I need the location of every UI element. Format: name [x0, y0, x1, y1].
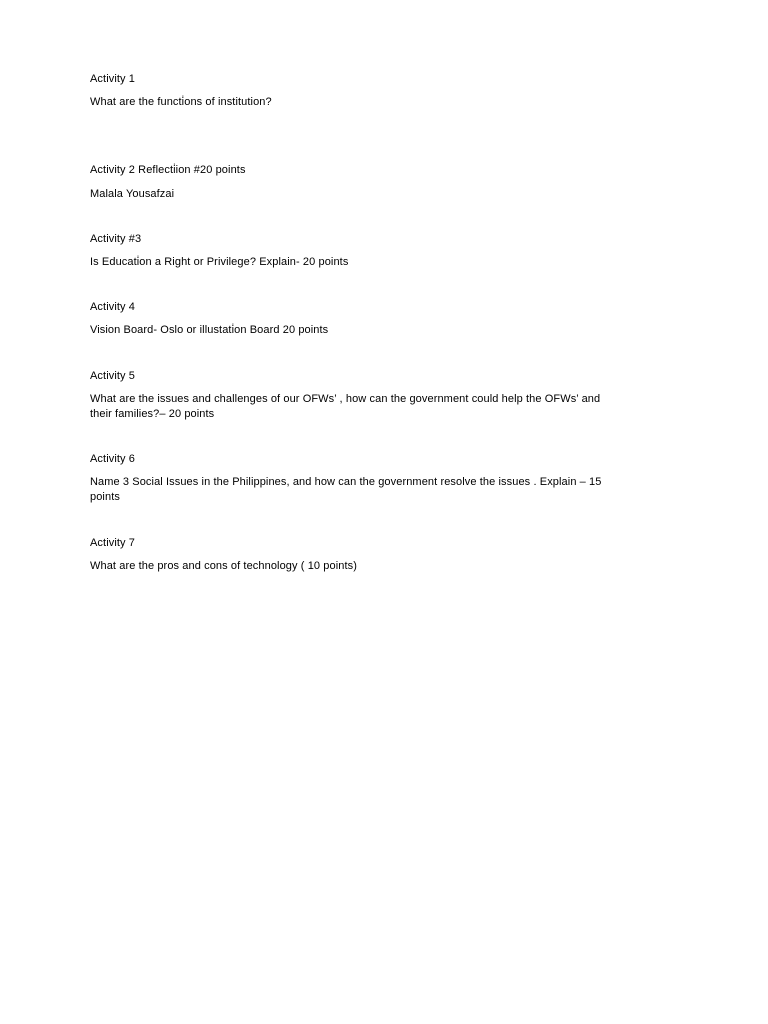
activity-1-question: What are the functi̇ons of institution?: [90, 96, 272, 108]
activity-3-heading: Activity #3: [90, 233, 142, 245]
activity-5-heading: Activity 5: [90, 370, 136, 382]
activity-2-heading: Activity 2 Reflecti̇ion #20 points: [90, 164, 246, 176]
activity-5-question-line-1: What are the issues and challenges of our OFWs’ , how can the government could help the OFWs’ and: [90, 393, 601, 405]
activity-6-question-line-2: points: [90, 491, 120, 503]
activity-2-subject: Malala Yousafzai: [90, 188, 175, 200]
activity-5-question-line-2: their families?– 20 points: [90, 408, 215, 420]
activity-3-question: Is Educati̇on a Right or Privilege? Explain- 20 points: [90, 256, 349, 268]
activity-4-heading: Activity 4: [90, 301, 136, 313]
activity-6-heading: Activity 6: [90, 453, 136, 465]
activity-6-question-line-1: Name 3 Social Issues in the Philippines, and how can the government resolve the issues . Explain – 15: [90, 476, 602, 488]
activity-7-heading: Activity 7: [90, 537, 136, 549]
activity-1-heading: Activity 1: [90, 73, 136, 85]
activity-4-task: Vision Board- Oslo or illustati̇on Board 20 points: [90, 324, 329, 336]
activity-7-question: What are the pros and cons of technology ( 10 points): [90, 560, 358, 572]
